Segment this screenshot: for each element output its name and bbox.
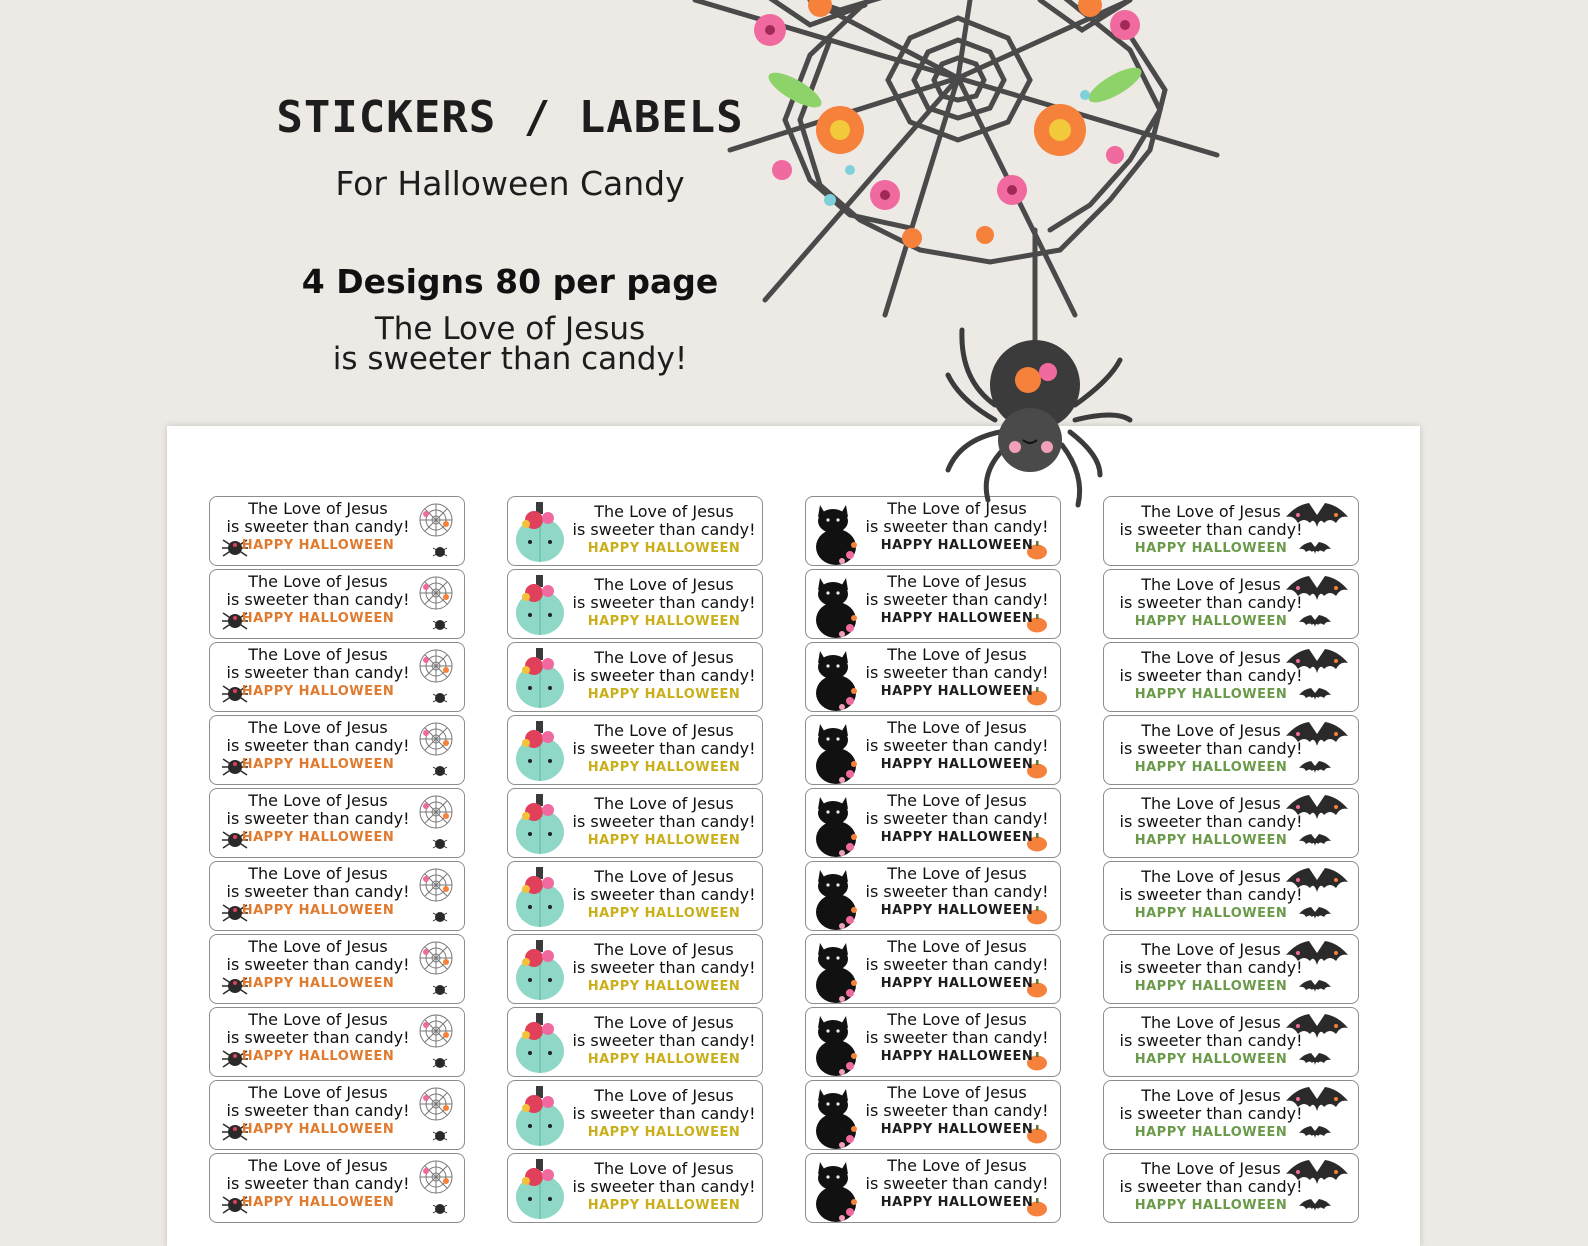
label-text xyxy=(1116,722,1306,778)
label-line1: The Love of Jesus xyxy=(594,721,734,740)
label-text xyxy=(1116,941,1306,997)
sticker-label xyxy=(1103,642,1359,712)
label-text xyxy=(220,792,416,848)
sticker-label xyxy=(805,569,1061,639)
label-greeting: HAPPY HALLOWEEN xyxy=(587,760,741,775)
sticker-label xyxy=(507,934,763,1004)
label-line1: The Love of Jesus xyxy=(1141,940,1281,959)
label-line1: The Love of Jesus xyxy=(594,1159,734,1178)
label-text xyxy=(862,573,1052,629)
label-line1: The Love of Jesus xyxy=(248,645,388,664)
teal-pumpkin-icon xyxy=(512,936,568,1002)
label-line2: is sweeter than candy! xyxy=(1119,885,1303,904)
label-greeting: HAPPY HALLOWEEN xyxy=(587,979,741,994)
label-line1: The Love of Jesus xyxy=(248,499,388,518)
sticker-label xyxy=(1103,934,1359,1004)
label-line2: is sweeter than candy! xyxy=(226,1101,410,1120)
label-line2: is sweeter than candy! xyxy=(572,812,756,831)
spider-web-icon xyxy=(414,573,458,637)
label-line2: is sweeter than candy! xyxy=(572,885,756,904)
label-column-pumpkin xyxy=(507,496,765,1226)
label-line1: The Love of Jesus xyxy=(248,572,388,591)
label-line1: The Love of Jesus xyxy=(1141,1159,1281,1178)
label-greeting: HAPPY HALLOWEEN xyxy=(1134,687,1288,702)
sticker-label xyxy=(1103,1007,1359,1077)
label-line1: The Love of Jesus xyxy=(594,867,734,886)
label-greeting: HAPPY HALLOWEEN xyxy=(241,1049,395,1064)
label-greeting: HAPPY HALLOWEEN xyxy=(1134,1052,1288,1067)
label-line1: The Love of Jesus xyxy=(248,1083,388,1102)
label-line2: is sweeter than candy! xyxy=(572,666,756,685)
label-line2: is sweeter than candy! xyxy=(1119,1177,1303,1196)
label-greeting: HAPPY HALLOWEEN xyxy=(1134,833,1288,848)
label-line2: is sweeter than candy! xyxy=(226,955,410,974)
sticker-label xyxy=(209,715,465,785)
label-text xyxy=(862,646,1052,702)
sticker-label xyxy=(507,1007,763,1077)
label-line1: The Love of Jesus xyxy=(594,575,734,594)
label-greeting: HAPPY HALLOWEEN xyxy=(880,830,1034,845)
label-text xyxy=(570,1087,758,1143)
label-line1: The Love of Jesus xyxy=(1141,867,1281,886)
label-text xyxy=(862,865,1052,921)
label-text xyxy=(220,646,416,702)
label-line2: is sweeter than candy! xyxy=(572,1177,756,1196)
label-line1: The Love of Jesus xyxy=(887,572,1027,591)
label-column-cat xyxy=(805,496,1063,1226)
label-line1: The Love of Jesus xyxy=(1141,502,1281,521)
label-line2: is sweeter than candy! xyxy=(226,736,410,755)
spider-web-icon xyxy=(414,500,458,564)
black-cat-icon xyxy=(812,1083,864,1149)
label-line2: is sweeter than candy! xyxy=(865,663,1049,682)
label-greeting: HAPPY HALLOWEEN xyxy=(880,903,1034,918)
label-greeting: HAPPY HALLOWEEN xyxy=(1134,760,1288,775)
label-line1: The Love of Jesus xyxy=(887,791,1027,810)
teal-pumpkin-icon xyxy=(512,571,568,637)
label-text xyxy=(570,868,758,924)
label-greeting: HAPPY HALLOWEEN xyxy=(1134,614,1288,629)
spider-web-icon xyxy=(414,646,458,710)
teal-pumpkin-icon xyxy=(512,498,568,564)
label-greeting: HAPPY HALLOWEEN xyxy=(241,538,395,553)
teal-pumpkin-icon xyxy=(512,717,568,783)
label-line1: The Love of Jesus xyxy=(248,791,388,810)
label-text xyxy=(1116,868,1306,924)
label-line1: The Love of Jesus xyxy=(887,718,1027,737)
sticker-label xyxy=(507,1080,763,1150)
label-line1: The Love of Jesus xyxy=(594,1086,734,1105)
black-cat-icon xyxy=(812,791,864,857)
tagline-line2: is sweeter than candy! xyxy=(332,341,688,377)
label-text xyxy=(862,1084,1052,1140)
label-line2: is sweeter than candy! xyxy=(865,882,1049,901)
spider-web-icon xyxy=(414,1157,458,1221)
label-line1: The Love of Jesus xyxy=(887,1083,1027,1102)
label-greeting: HAPPY HALLOWEEN xyxy=(1134,541,1288,556)
label-line1: The Love of Jesus xyxy=(594,502,734,521)
label-line1: The Love of Jesus xyxy=(1141,575,1281,594)
tagline-line1: The Love of Jesus xyxy=(374,311,646,347)
black-cat-icon xyxy=(812,645,864,711)
sticker-label xyxy=(1103,715,1359,785)
label-line2: is sweeter than candy! xyxy=(226,882,410,901)
sticker-label xyxy=(1103,1153,1359,1223)
sticker-label xyxy=(805,1007,1061,1077)
label-greeting: HAPPY HALLOWEEN xyxy=(1134,979,1288,994)
label-line2: is sweeter than candy! xyxy=(1119,739,1303,758)
label-line2: is sweeter than candy! xyxy=(572,520,756,539)
page-title: STICKERS / LABELS xyxy=(276,92,744,143)
sticker-label xyxy=(1103,1080,1359,1150)
label-line1: The Love of Jesus xyxy=(594,1013,734,1032)
label-line1: The Love of Jesus xyxy=(887,645,1027,664)
label-text xyxy=(862,1157,1052,1213)
spider-web-icon xyxy=(414,1084,458,1148)
label-column-spider xyxy=(209,496,467,1226)
sticker-label xyxy=(507,788,763,858)
sticker-label xyxy=(209,788,465,858)
spider-web-icon xyxy=(414,1011,458,1075)
sticker-label xyxy=(209,1007,465,1077)
label-text xyxy=(1116,649,1306,705)
label-line2: is sweeter than candy! xyxy=(1119,958,1303,977)
sticker-label xyxy=(1103,861,1359,931)
label-line1: The Love of Jesus xyxy=(248,864,388,883)
label-line2: is sweeter than candy! xyxy=(1119,1104,1303,1123)
label-text xyxy=(862,719,1052,775)
teal-pumpkin-icon xyxy=(512,644,568,710)
label-line1: The Love of Jesus xyxy=(248,1156,388,1175)
label-greeting: HAPPY HALLOWEEN xyxy=(880,1049,1034,1064)
label-text xyxy=(220,865,416,921)
label-line2: is sweeter than candy! xyxy=(226,809,410,828)
label-text xyxy=(220,938,416,994)
black-cat-icon xyxy=(812,1156,864,1222)
label-line1: The Love of Jesus xyxy=(887,864,1027,883)
label-line2: is sweeter than candy! xyxy=(226,1028,410,1047)
label-line1: The Love of Jesus xyxy=(887,499,1027,518)
label-greeting: HAPPY HALLOWEEN xyxy=(241,757,395,772)
black-cat-icon xyxy=(812,937,864,1003)
label-text xyxy=(862,792,1052,848)
label-text xyxy=(570,576,758,632)
label-line2: is sweeter than candy! xyxy=(865,1174,1049,1193)
label-line1: The Love of Jesus xyxy=(594,648,734,667)
designs-count: 4 Designs 80 per page xyxy=(301,262,719,301)
label-line2: is sweeter than candy! xyxy=(865,809,1049,828)
spider-web-icon xyxy=(414,865,458,929)
sticker-label xyxy=(209,496,465,566)
sticker-label xyxy=(209,1080,465,1150)
sticker-label xyxy=(209,642,465,712)
label-text xyxy=(570,503,758,559)
label-text xyxy=(570,722,758,778)
label-line1: The Love of Jesus xyxy=(248,937,388,956)
sticker-label xyxy=(805,1153,1061,1223)
teal-pumpkin-icon xyxy=(512,863,568,929)
label-text xyxy=(1116,1160,1306,1216)
label-line2: is sweeter than candy! xyxy=(1119,812,1303,831)
label-text xyxy=(862,1011,1052,1067)
label-greeting: HAPPY HALLOWEEN xyxy=(241,684,395,699)
label-greeting: HAPPY HALLOWEEN xyxy=(241,976,395,991)
label-text xyxy=(862,938,1052,994)
label-text xyxy=(220,573,416,629)
label-line1: The Love of Jesus xyxy=(1141,1013,1281,1032)
label-greeting: HAPPY HALLOWEEN xyxy=(880,684,1034,699)
label-greeting: HAPPY HALLOWEEN xyxy=(1134,906,1288,921)
label-text xyxy=(220,1011,416,1067)
label-line2: is sweeter than candy! xyxy=(865,1028,1049,1047)
label-text xyxy=(1116,1014,1306,1070)
label-line2: is sweeter than candy! xyxy=(572,739,756,758)
label-line2: is sweeter than candy! xyxy=(865,590,1049,609)
label-greeting: HAPPY HALLOWEEN xyxy=(587,1198,741,1213)
label-text xyxy=(570,795,758,851)
label-line1: The Love of Jesus xyxy=(248,718,388,737)
label-text xyxy=(220,500,416,556)
label-line2: is sweeter than candy! xyxy=(1119,1031,1303,1050)
label-text xyxy=(1116,503,1306,559)
label-line2: is sweeter than candy! xyxy=(572,1104,756,1123)
label-greeting: HAPPY HALLOWEEN xyxy=(587,541,741,556)
sticker-label xyxy=(209,861,465,931)
sticker-label xyxy=(805,642,1061,712)
label-line2: is sweeter than candy! xyxy=(865,517,1049,536)
sticker-label xyxy=(209,569,465,639)
sticker-label xyxy=(805,934,1061,1004)
label-text xyxy=(220,719,416,775)
label-greeting: HAPPY HALLOWEEN xyxy=(587,1125,741,1140)
label-line1: The Love of Jesus xyxy=(887,1010,1027,1029)
label-text xyxy=(570,649,758,705)
label-sheet xyxy=(167,426,1420,1246)
label-line1: The Love of Jesus xyxy=(594,794,734,813)
label-greeting: HAPPY HALLOWEEN xyxy=(587,906,741,921)
sticker-label xyxy=(507,715,763,785)
sticker-label xyxy=(209,934,465,1004)
black-cat-icon xyxy=(812,1010,864,1076)
black-cat-icon xyxy=(812,572,864,638)
label-greeting: HAPPY HALLOWEEN xyxy=(241,1195,395,1210)
sticker-label xyxy=(209,1153,465,1223)
label-greeting: HAPPY HALLOWEEN xyxy=(587,687,741,702)
label-text xyxy=(1116,795,1306,851)
label-greeting: HAPPY HALLOWEEN xyxy=(587,833,741,848)
label-column-bat xyxy=(1103,496,1361,1226)
label-text xyxy=(570,941,758,997)
label-line2: is sweeter than candy! xyxy=(572,958,756,977)
label-line2: is sweeter than candy! xyxy=(572,593,756,612)
label-greeting: HAPPY HALLOWEEN xyxy=(587,614,741,629)
sticker-label xyxy=(1103,569,1359,639)
label-greeting: HAPPY HALLOWEEN xyxy=(1134,1198,1288,1213)
teal-pumpkin-icon xyxy=(512,790,568,856)
label-line2: is sweeter than candy! xyxy=(226,663,410,682)
teal-pumpkin-icon xyxy=(512,1155,568,1221)
label-line1: The Love of Jesus xyxy=(887,937,1027,956)
black-cat-icon xyxy=(812,718,864,784)
label-line1: The Love of Jesus xyxy=(1141,1086,1281,1105)
label-line2: is sweeter than candy! xyxy=(865,955,1049,974)
label-line1: The Love of Jesus xyxy=(1141,794,1281,813)
label-text xyxy=(570,1014,758,1070)
label-greeting: HAPPY HALLOWEEN xyxy=(880,538,1034,553)
label-line1: The Love of Jesus xyxy=(1141,648,1281,667)
label-text xyxy=(1116,1087,1306,1143)
label-greeting: HAPPY HALLOWEEN xyxy=(880,611,1034,626)
label-greeting: HAPPY HALLOWEEN xyxy=(880,1195,1034,1210)
label-line2: is sweeter than candy! xyxy=(1119,593,1303,612)
label-greeting: HAPPY HALLOWEEN xyxy=(880,976,1034,991)
label-text xyxy=(570,1160,758,1216)
label-greeting: HAPPY HALLOWEEN xyxy=(241,1122,395,1137)
spider-web-icon xyxy=(414,792,458,856)
label-line2: is sweeter than candy! xyxy=(865,1101,1049,1120)
sticker-label xyxy=(1103,788,1359,858)
sticker-label xyxy=(805,715,1061,785)
spider-web-icon xyxy=(414,719,458,783)
label-line2: is sweeter than candy! xyxy=(226,517,410,536)
label-line2: is sweeter than candy! xyxy=(1119,520,1303,539)
label-line1: The Love of Jesus xyxy=(594,940,734,959)
teal-pumpkin-icon xyxy=(512,1082,568,1148)
label-line2: is sweeter than candy! xyxy=(1119,666,1303,685)
floral-spider-web-icon xyxy=(690,0,1230,510)
sticker-label xyxy=(507,642,763,712)
label-text xyxy=(1116,576,1306,632)
label-greeting: HAPPY HALLOWEEN xyxy=(241,903,395,918)
sticker-label xyxy=(507,861,763,931)
label-line1: The Love of Jesus xyxy=(248,1010,388,1029)
label-text xyxy=(220,1084,416,1140)
label-greeting: HAPPY HALLOWEEN xyxy=(1134,1125,1288,1140)
label-greeting: HAPPY HALLOWEEN xyxy=(241,611,395,626)
label-greeting: HAPPY HALLOWEEN xyxy=(880,757,1034,772)
label-greeting: HAPPY HALLOWEEN xyxy=(880,1122,1034,1137)
black-cat-icon xyxy=(812,864,864,930)
sticker-label xyxy=(805,861,1061,931)
label-line1: The Love of Jesus xyxy=(887,1156,1027,1175)
label-line2: is sweeter than candy! xyxy=(865,736,1049,755)
sticker-label xyxy=(507,569,763,639)
sticker-label xyxy=(805,788,1061,858)
label-line2: is sweeter than candy! xyxy=(226,1174,410,1193)
label-text xyxy=(220,1157,416,1213)
label-greeting: HAPPY HALLOWEEN xyxy=(241,830,395,845)
sticker-label xyxy=(507,1153,763,1223)
spider-web-icon xyxy=(414,938,458,1002)
label-line1: The Love of Jesus xyxy=(1141,721,1281,740)
page-subtitle: For Halloween Candy xyxy=(335,164,685,203)
label-line2: is sweeter than candy! xyxy=(226,590,410,609)
sticker-label xyxy=(805,1080,1061,1150)
teal-pumpkin-icon xyxy=(512,1009,568,1075)
label-line2: is sweeter than candy! xyxy=(572,1031,756,1050)
label-greeting: HAPPY HALLOWEEN xyxy=(587,1052,741,1067)
